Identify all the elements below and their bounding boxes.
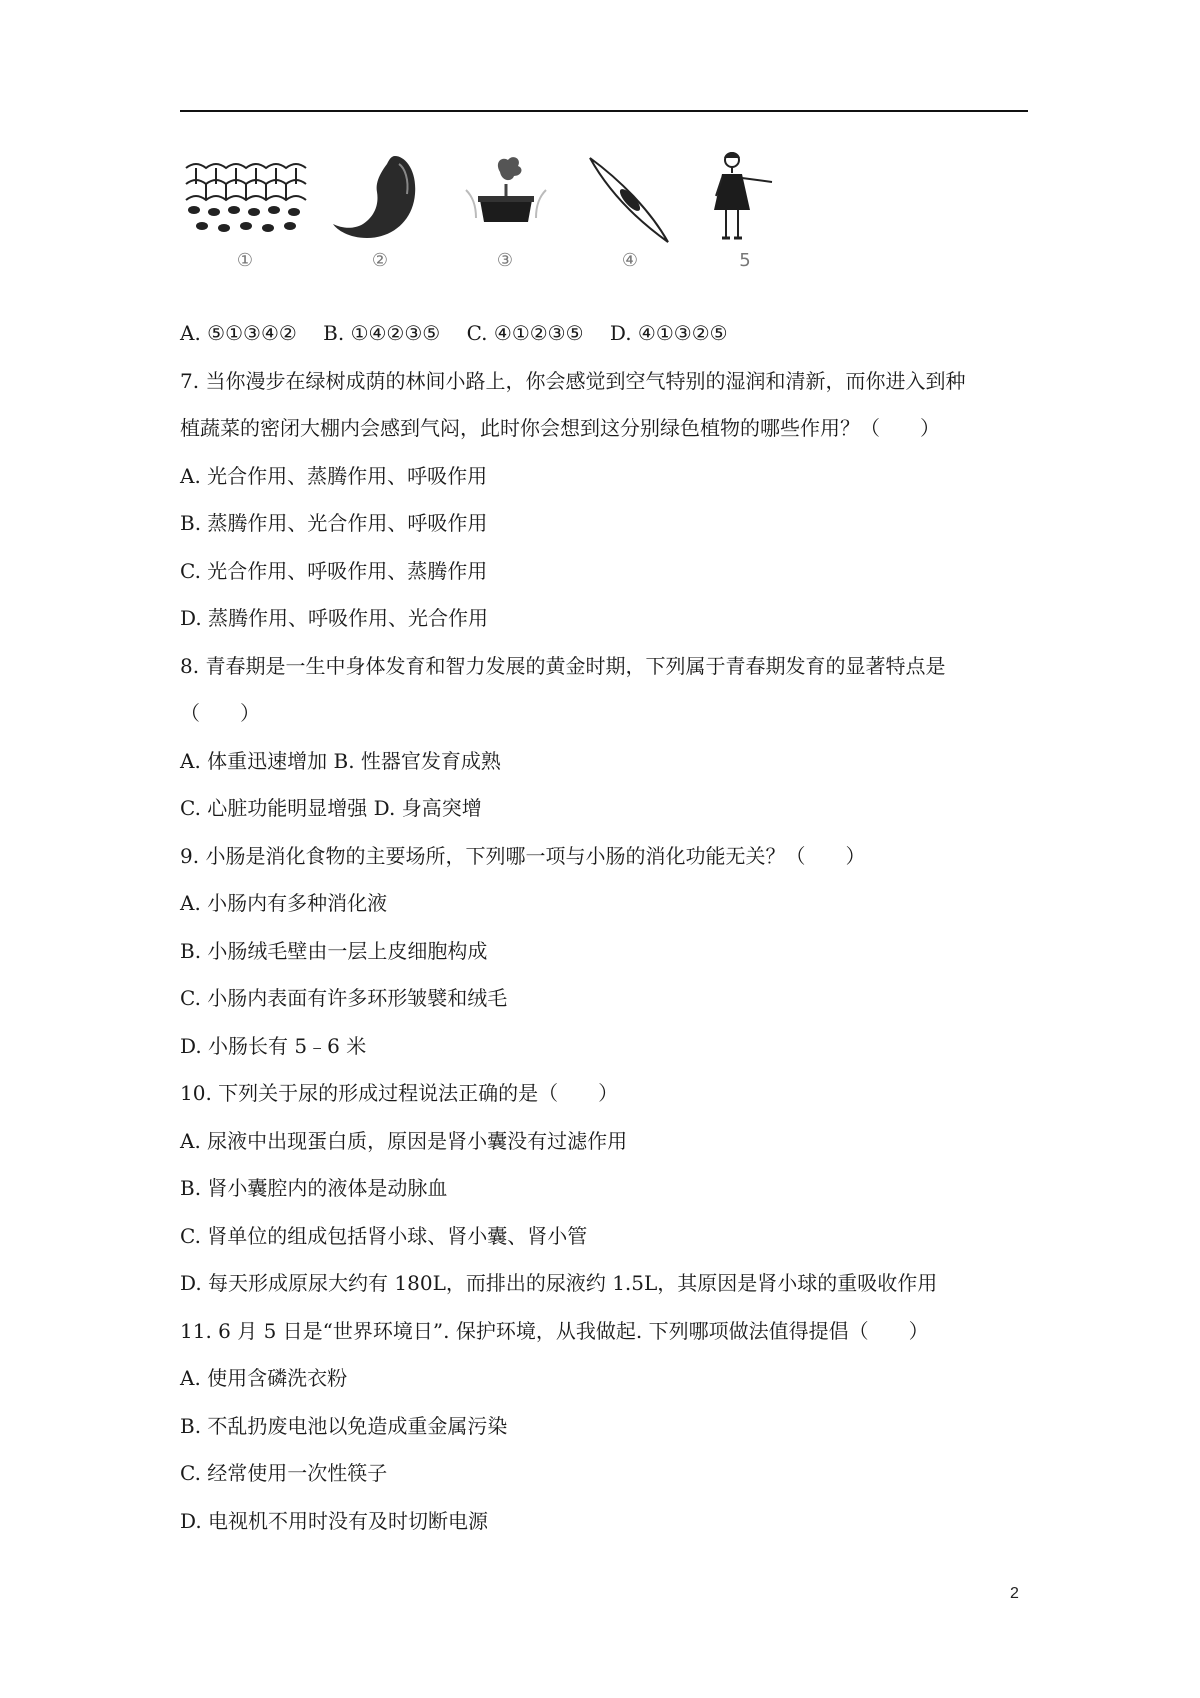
text-line: 植蔬菜的密闭大棚内会感到气闷，此时你会想到这分别绿色植物的哪些作用？（ ） <box>180 416 940 440</box>
text-line: A. 体重迅速增加 B. 性器官发育成熟 <box>180 748 501 773</box>
text-line: A. ⑤①③④② B. ①④②③⑤ C. ④①②③⑤ D. ④①③②⑤ <box>180 321 728 345</box>
text-line: A. 使用含磷洗衣粉 <box>180 1366 348 1390</box>
spindle-cell-icon <box>580 150 680 250</box>
figure-label-1: ① <box>236 250 254 271</box>
text-line: B. 蒸腾作用、光合作用、呼吸作用 <box>180 511 488 535</box>
text-line: C. 经常使用一次性筷子 <box>180 1461 388 1485</box>
text-line: 11. 6 月 5 日是“世界环境日”. 保护环境，从我做起. 下列哪项做法值得提倡（ ） <box>180 1318 929 1343</box>
text-line: 8. 青春期是一生中身体发育和智力发展的黄金时期，下列属于青春期发育的显著特点是 <box>180 653 946 678</box>
text-line: A. 小肠内有多种消化液 <box>180 891 388 915</box>
figure-label-3: ③ <box>496 250 514 271</box>
plant-icon <box>450 150 560 250</box>
figure-label-5: 5 <box>739 250 751 271</box>
text-line: B. 小肠绒毛壁由一层上皮细胞构成 <box>180 938 488 963</box>
text-line: A. 光合作用、蒸腾作用、呼吸作用 <box>180 463 488 488</box>
stomach-icon <box>325 150 435 250</box>
figure-5 <box>700 150 790 271</box>
figure-3 <box>450 150 560 271</box>
text-line: C. 肾单位的组成包括肾小球、肾小囊、肾小管 <box>180 1223 588 1248</box>
text-line: D. 每天形成原尿大约有 180L，而排出的尿液约 1.5L，其原因是肾小球的重吸收作用 <box>180 1271 938 1295</box>
figure-label-2: ② <box>371 250 389 271</box>
page-number: 2 <box>1010 1585 1019 1602</box>
question-content <box>180 310 1030 1545</box>
text-line: D. 小肠长有 5﹣6 米 <box>180 1033 367 1058</box>
figure-label-4: ④ <box>621 250 639 271</box>
text-line: A. 尿液中出现蛋白质，原因是肾小囊没有过滤作用 <box>180 1128 628 1153</box>
figure-strip <box>180 150 860 300</box>
text-line: 9. 小肠是消化食物的主要场所，下列哪一项与小肠的消化功能无关？（ ） <box>180 843 866 868</box>
text-line: （ ） <box>180 701 260 725</box>
text-line: B. 肾小囊腔内的液体是动脉血 <box>180 1176 448 1200</box>
figure-2 <box>325 150 435 271</box>
girl-figure-icon <box>700 150 790 250</box>
text-line: 10. 下列关于尿的形成过程说法正确的是（ ） <box>180 1081 619 1105</box>
text-line: D. 蒸腾作用、呼吸作用、光合作用 <box>180 606 489 630</box>
text-line: C. 小肠内表面有许多环形皱襞和绒毛 <box>180 986 508 1010</box>
text-line: 7. 当你漫步在绿树成荫的林间小路上，你会感觉到空气特别的湿润和清新，而你进入到种 <box>180 368 966 393</box>
text-line: C. 心脏功能明显增强 D. 身高突增 <box>180 796 482 820</box>
text-line: C. 光合作用、呼吸作用、蒸腾作用 <box>180 558 488 583</box>
text-line: B. 不乱扔废电池以免造成重金属污染 <box>180 1413 508 1438</box>
cell-tissue-icon <box>180 150 310 250</box>
text-line: D. 电视机不用时没有及时切断电源 <box>180 1508 489 1533</box>
figure-4 <box>580 150 680 271</box>
figure-1 <box>180 150 310 271</box>
header-rule <box>180 110 1028 112</box>
